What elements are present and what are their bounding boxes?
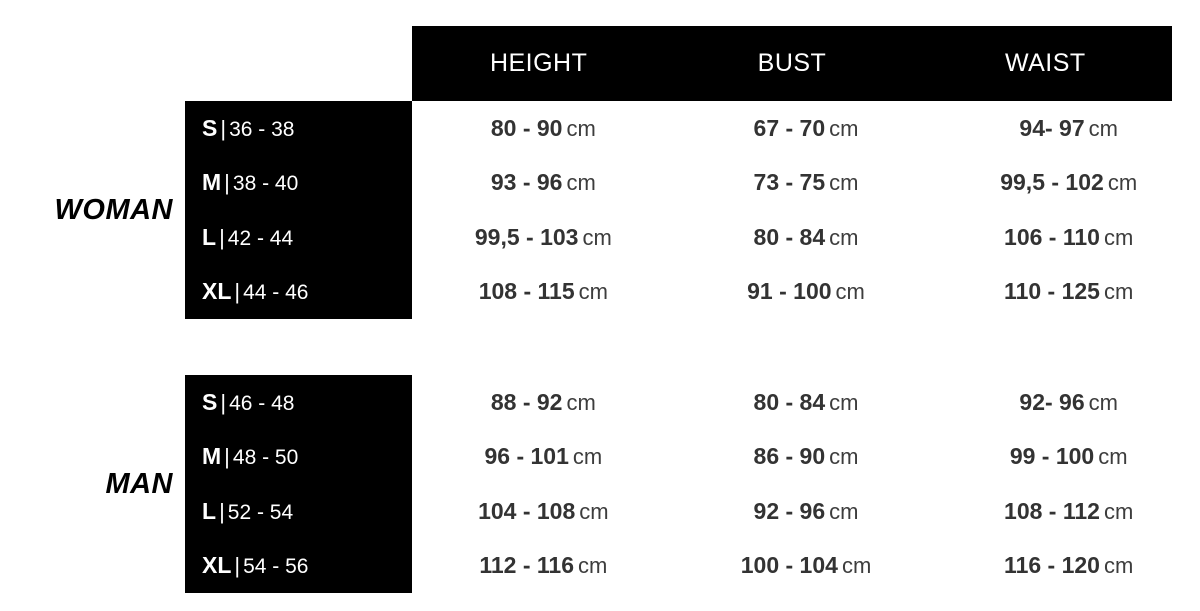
unit-label: cm <box>1103 279 1134 305</box>
cell-waist <box>937 169 1200 196</box>
section-woman <box>0 101 1200 319</box>
unit-label: cm <box>1088 389 1118 415</box>
rows-woman <box>185 101 1200 319</box>
table-header-row <box>412 26 1172 101</box>
size-range: 54 - 56 <box>243 555 309 579</box>
cell-waist <box>937 389 1200 416</box>
unit-label: cm <box>1098 444 1128 470</box>
cell-size <box>185 389 412 416</box>
size-separator: | <box>220 389 227 415</box>
bust-value: 80 - 84 <box>753 388 826 415</box>
size-label: S <box>202 114 218 141</box>
size-range: 44 - 46 <box>243 281 309 305</box>
table-row <box>185 430 1200 485</box>
group-label-man: MAN <box>105 467 173 500</box>
cell-height <box>412 552 675 579</box>
cell-size <box>185 115 412 142</box>
size-label: S <box>202 388 218 415</box>
cell-height <box>412 443 675 470</box>
bust-value: 73 - 75 <box>753 169 826 196</box>
cell-bust <box>675 224 938 251</box>
unit-label: cm <box>1088 115 1118 141</box>
rows-man <box>185 375 1200 593</box>
size-separator: | <box>220 115 227 141</box>
height-value: 112 - 116 <box>479 552 574 579</box>
bust-value: 80 - 84 <box>753 223 826 250</box>
group-label-woman: WOMAN <box>54 193 173 226</box>
unit-label: cm <box>582 224 612 250</box>
table-row <box>185 101 1200 156</box>
cell-size <box>185 224 412 251</box>
bust-value: 67 - 70 <box>753 114 826 141</box>
cell-waist <box>937 443 1200 470</box>
unit-label: cm <box>1103 224 1134 250</box>
size-label: M <box>202 443 222 470</box>
size-range: 46 - 48 <box>229 391 295 415</box>
cell-bust <box>675 389 938 416</box>
unit-label: cm <box>1103 553 1134 579</box>
unit-label: cm <box>829 389 859 415</box>
cell-size <box>185 498 412 525</box>
cell-waist <box>937 115 1200 142</box>
size-separator: | <box>224 170 230 196</box>
unit-label: cm <box>566 170 596 196</box>
height-value: 108 - 115 <box>478 278 575 305</box>
height-value: 80 - 90 <box>490 114 563 141</box>
column-header-bust: BUST <box>757 49 827 77</box>
table-row <box>185 156 1200 211</box>
column-header-height: HEIGHT <box>489 49 588 77</box>
size-label: M <box>202 169 222 196</box>
table-row <box>185 375 1200 430</box>
waist-value: 106 - 110 <box>1004 223 1100 250</box>
cell-waist <box>937 552 1200 579</box>
waist-value: 99,5 - 102 <box>1000 169 1104 196</box>
size-range: 36 - 38 <box>229 117 295 141</box>
size-label: XL <box>202 278 232 305</box>
table-row <box>185 484 1200 539</box>
cell-height <box>412 389 675 416</box>
unit-label: cm <box>566 115 596 141</box>
unit-label: cm <box>835 279 865 305</box>
height-value: 96 - 101 <box>484 443 569 470</box>
bust-value: 91 - 100 <box>747 278 832 305</box>
cell-bust <box>675 552 938 579</box>
bust-value: 100 - 104 <box>740 552 838 579</box>
table-row <box>185 210 1200 265</box>
size-separator: | <box>234 279 241 305</box>
table-row <box>185 539 1200 594</box>
size-range: 52 - 54 <box>227 500 294 524</box>
unit-label: cm <box>829 170 859 196</box>
size-label: L <box>202 223 217 250</box>
unit-label: cm <box>829 224 859 250</box>
cell-height <box>412 278 675 305</box>
cell-bust <box>675 498 938 525</box>
cell-height <box>412 115 675 142</box>
cell-height <box>412 498 675 525</box>
cell-height <box>412 169 675 196</box>
column-header-waist: WAIST <box>1004 49 1086 77</box>
waist-value: 110 - 125 <box>1004 278 1100 305</box>
unit-label: cm <box>579 498 609 524</box>
size-range: 48 - 50 <box>232 446 299 470</box>
cell-size <box>185 278 412 305</box>
cell-waist <box>937 278 1200 305</box>
height-value: 88 - 92 <box>490 388 563 415</box>
cell-height <box>412 224 675 251</box>
cell-waist <box>937 498 1200 525</box>
cell-bust <box>675 278 938 305</box>
waist-value: 108 - 112 <box>1004 497 1100 524</box>
size-range: 42 - 44 <box>227 226 294 250</box>
unit-label: cm <box>566 389 596 415</box>
waist-value: 99 - 100 <box>1009 443 1095 470</box>
unit-label: cm <box>1103 498 1134 524</box>
size-separator: | <box>234 553 241 579</box>
unit-label: cm <box>572 444 603 470</box>
size-separator: | <box>219 224 225 250</box>
unit-label: cm <box>578 279 608 305</box>
bust-value: 92 - 96 <box>753 497 826 524</box>
height-value: 99,5 - 103 <box>474 223 579 250</box>
cell-size <box>185 443 412 470</box>
height-value: 104 - 108 <box>478 497 576 524</box>
table-row <box>185 265 1200 320</box>
unit-label: cm <box>829 498 859 524</box>
size-separator: | <box>224 444 230 470</box>
cell-bust <box>675 443 938 470</box>
waist-value: 92- 96 <box>1019 388 1085 415</box>
waist-value: 94- 97 <box>1019 114 1085 141</box>
waist-value: 116 - 120 <box>1004 552 1100 579</box>
bust-value: 86 - 90 <box>753 443 826 470</box>
height-value: 93 - 96 <box>490 169 563 196</box>
cell-bust <box>675 169 938 196</box>
cell-size <box>185 169 412 196</box>
cell-bust <box>675 115 938 142</box>
size-separator: | <box>219 498 225 524</box>
cell-size <box>185 552 412 579</box>
unit-label: cm <box>841 553 872 579</box>
unit-label: cm <box>1107 170 1138 196</box>
size-range: 38 - 40 <box>232 172 299 196</box>
size-label: XL <box>202 552 232 579</box>
size-label: L <box>202 497 217 524</box>
unit-label: cm <box>829 115 859 141</box>
section-man <box>0 375 1200 593</box>
cell-waist <box>937 224 1200 251</box>
unit-label: cm <box>829 444 859 470</box>
unit-label: cm <box>578 553 608 579</box>
